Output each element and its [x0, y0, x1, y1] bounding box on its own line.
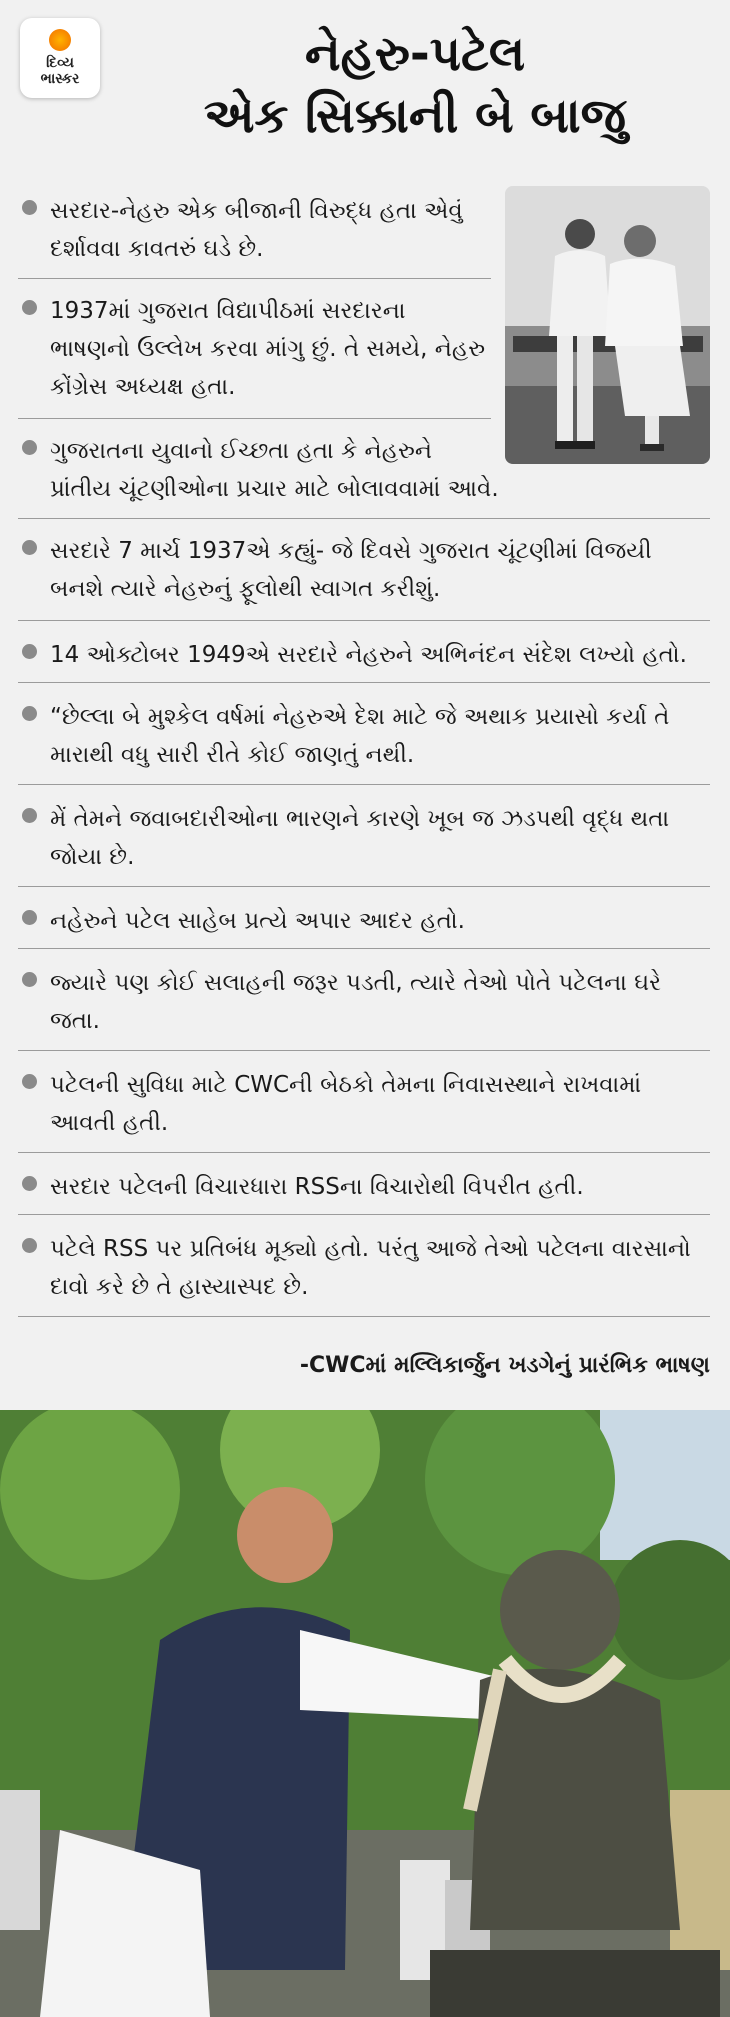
- list-item-text: સરદાર પટેલની વિચારધારા RSSના વિચારોથી વિપરીત હતી.: [50, 1174, 584, 1200]
- list-item-text: 1937માં ગુજરાત વિદ્યાપીઠમાં સરદારના ભાષણનો ઉલ્લેખ કરવા માંગુ છું. તે સમયે, નેહરુ કોંગ્રેસ અધ્યક્ષ હતા.: [50, 298, 486, 400]
- headline-line2: એક સિક્કાની બે બાજુ: [203, 88, 627, 144]
- list-item: [18, 1060, 710, 1153]
- logo-text-line2: ભાસ્કર: [40, 71, 80, 87]
- list-item: [18, 958, 710, 1051]
- bullet-icon: [22, 1238, 37, 1253]
- list-item: [18, 526, 710, 621]
- list-item-text: મેં તેમને જવાબદારીઓના ભારણને કારણે ખૂબ જ ઝડપથી વૃદ્ધ થતા જોયા છે.: [50, 806, 670, 870]
- bullet-icon: [22, 300, 37, 315]
- bullet-icon: [22, 808, 37, 823]
- list-item: [18, 896, 710, 949]
- bullet-icon: [22, 972, 37, 987]
- speech-credit: -CWCમાં મલ્લિકાર્જુન ખડગેનું પ્રારંભિક ભાષણ: [299, 1353, 710, 1378]
- logo-text-line1: દિવ્ય: [46, 55, 74, 71]
- list-item: [18, 794, 710, 887]
- nehru-patel-photo: [505, 186, 710, 464]
- list-item-text: જ્યારે પણ કોઈ સલાહની જરૂર પડતી, ત્યારે તેઓ પોતે પટેલના ઘરે જતા.: [50, 970, 662, 1034]
- headline-line1: નેહરુ-પટેલ: [304, 26, 526, 82]
- list-item: [18, 1162, 710, 1215]
- list-item-text: સરદાર-નેહરુ એક બીજાની વિરુદ્ધ હતા એવું દર્શાવવા કાવતરું ઘડે છે.: [50, 198, 463, 262]
- sun-icon: [49, 29, 71, 51]
- kharge-garlanding-patel-bust-photo: [0, 1410, 730, 2017]
- bullet-icon: [22, 1176, 37, 1191]
- list-item: [18, 630, 710, 683]
- divya-bhaskar-logo: [20, 18, 100, 98]
- bullet-icon: [22, 440, 37, 455]
- list-item-text: નહેરુને પટેલ સાહેબ પ્રત્યે અપાર આદર હતો.: [50, 908, 465, 934]
- list-item: [18, 186, 491, 279]
- list-item-text: 14 ઓક્ટોબર 1949એ સરદારે નેહરુને અભિનંદન સંદેશ લખ્યો હતો.: [50, 642, 687, 668]
- bullet-icon: [22, 706, 37, 721]
- list-item: [18, 1224, 710, 1317]
- list-item-text: પટેલે RSS પર પ્રતિબંધ મૂક્યો હતો. પરંતુ આજે તેઓ પટેલના વારસાનો દાવો કરે છે તે હાસ્યાસ્પદ છે.: [50, 1236, 691, 1300]
- bullet-icon: [22, 910, 37, 925]
- list-item-text: ગુજરાતના યુવાનો ઈચ્છતા હતા કે નેહરુને પ્રાંતીય ચૂંટણીઓના પ્રચાર માટે બોલાવવામાં આવે.: [50, 438, 499, 502]
- list-item: [18, 426, 710, 519]
- bullet-icon: [22, 644, 37, 659]
- bullet-icon: [22, 540, 37, 555]
- list-item: [18, 692, 710, 785]
- list-item-text: સરદારે 7 માર્ચ 1937એ કહ્યું- જે દિવસે ગુજરાત ચૂંટણીમાં વિજયી બનશે ત્યારે નેહરુનું ફૂલોથી સ્વાગત કરીશું.: [50, 538, 652, 602]
- bullet-icon: [22, 1074, 37, 1089]
- bullet-icon: [22, 200, 37, 215]
- list-item-text: પટેલની સુવિધા માટે CWCની બેઠકો તેમના નિવાસસ્થાને રાખવામાં આવતી હતી.: [50, 1072, 642, 1136]
- headline: [120, 24, 710, 148]
- list-item-text: “છેલ્લા બે મુશ્કેલ વર્ષમાં નેહરુએ દેશ માટે જે અથાક પ્રયાસો કર્યા તે મારાથી વધુ સારી રીતે કોઈ જાણતું નથી.: [50, 704, 670, 768]
- list-item: [18, 286, 491, 419]
